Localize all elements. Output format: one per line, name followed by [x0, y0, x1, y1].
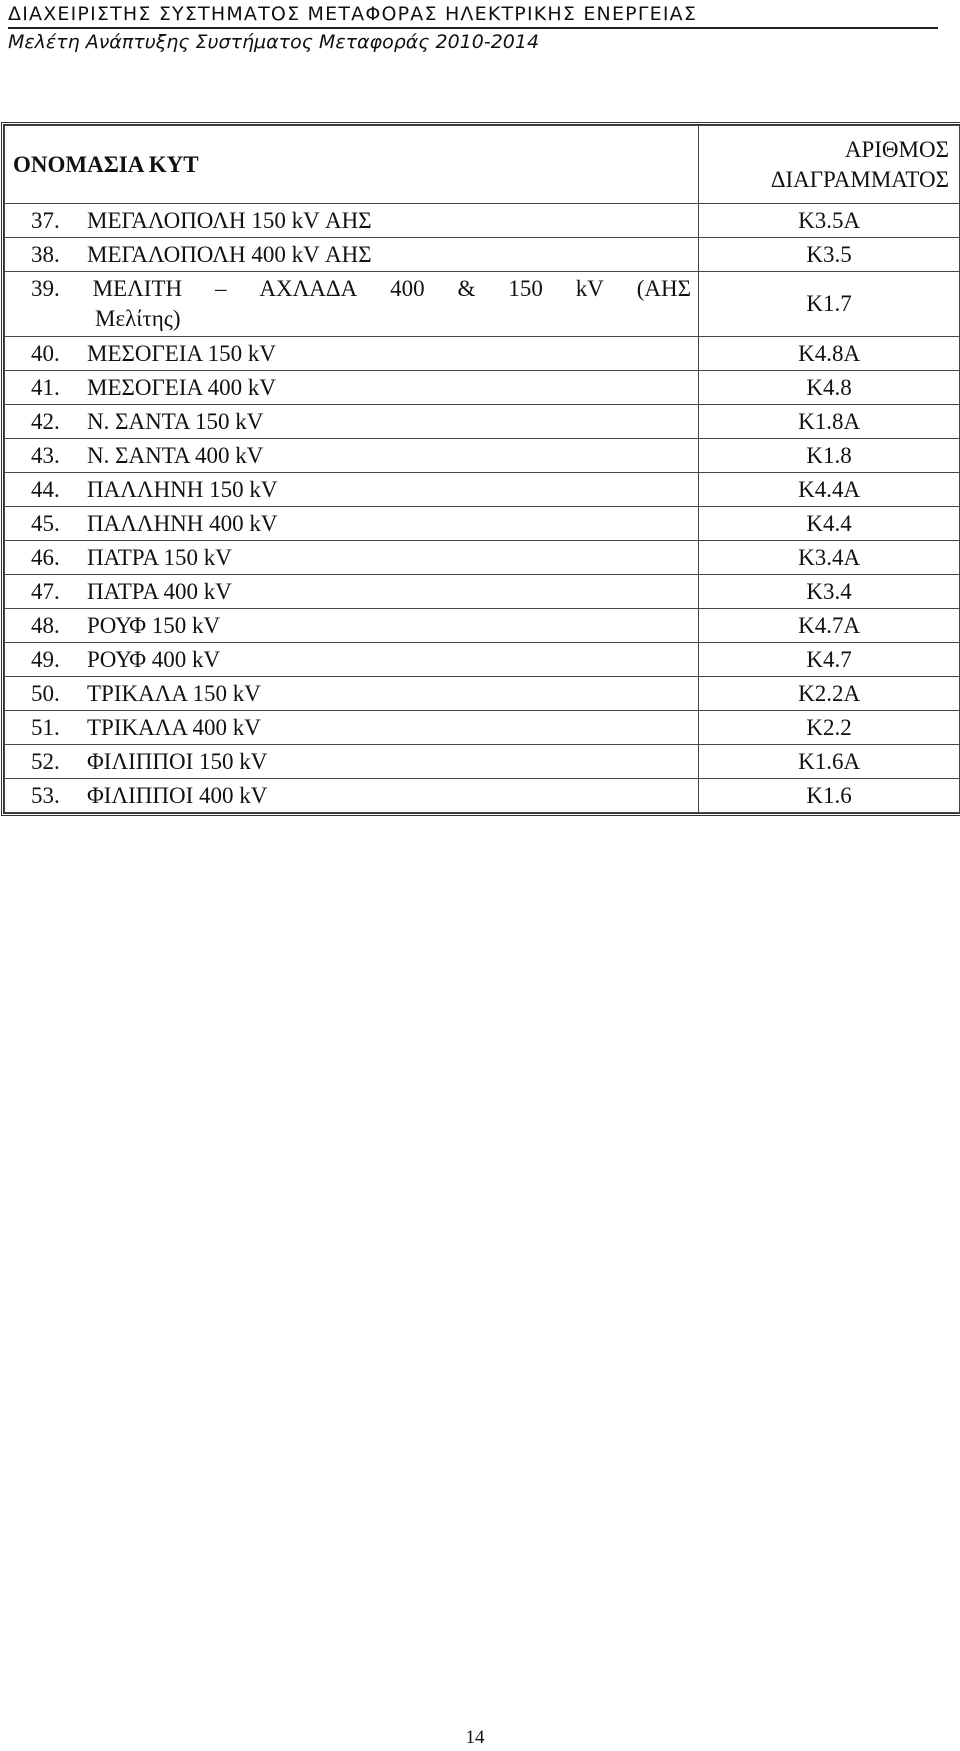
substation-name: ΠΑΛΛΗΝΗ 150 kV [87, 476, 278, 502]
substation-name: ΠΑΤΡΑ 150 kV [87, 544, 232, 570]
page-number: 14 [465, 1727, 485, 1748]
table-row [5, 507, 960, 541]
substation-name: ΜΕΣΟΓΕΙΑ 400 kV [87, 374, 276, 400]
substation-name-word: kV [575, 276, 604, 301]
row-number: 44. [31, 476, 60, 502]
substation-name-word: ΜΕΛΙΤΗ [92, 276, 183, 301]
diagram-code-cell: Κ3.5 [699, 238, 960, 272]
diagram-code-cell: Κ3.4 [699, 575, 960, 609]
substation-name-word: 150 [508, 276, 543, 301]
substation-name-word: (ΑΗΣ [636, 276, 691, 301]
substation-name: ΤΡΙΚΑΛΑ 150 kV [87, 680, 261, 706]
substation-name-word: ΑΧΛΑΔΑ [259, 276, 358, 301]
substation-name-cell [5, 272, 699, 337]
substations-table-frame [1, 122, 960, 816]
table-row [5, 238, 960, 272]
substation-name: ΠΑΛΛΗΝΗ 400 kV [87, 510, 278, 536]
row-number: 38. [31, 241, 60, 267]
row-number: 41. [31, 374, 60, 400]
row-number: 39. [31, 276, 60, 301]
substation-name: ΦΙΛΙΠΠΟΙ 150 kV [87, 748, 268, 774]
table-row [5, 541, 960, 575]
substation-name: ΜΕΣΟΓΕΙΑ 150 kV [87, 340, 276, 366]
diagram-code-cell: Κ3.4Α [699, 541, 960, 575]
substation-name: ΦΙΛΙΠΠΟΙ 400 kV [87, 782, 268, 808]
column-header-code [699, 126, 960, 204]
diagram-code-cell: Κ4.8Α [699, 337, 960, 371]
table-row [5, 405, 960, 439]
row-number: 45. [31, 510, 60, 536]
substation-name-word: & [457, 276, 476, 301]
column-header-code-line2: ΔΙΑΓΡΑΜΜΑΤΟΣ [770, 166, 949, 192]
substation-name-cell [5, 541, 699, 575]
document-subtitle: Μελέτη Ανάπτυξης Συστήματος Μεταφοράς 2010-2014 [8, 31, 540, 53]
substation-name-word: 400 [390, 276, 425, 301]
substation-name: ΡΟΥΦ 150 kV [87, 612, 221, 638]
table-row [5, 337, 960, 371]
table-row [5, 677, 960, 711]
diagram-code-cell: Κ4.7 [699, 643, 960, 677]
row-number: 50. [31, 680, 60, 706]
column-header-name-text: ΟΝΟΜΑΣΙΑ ΚΥΤ [13, 151, 199, 177]
diagram-code-cell: Κ1.8 [699, 439, 960, 473]
table-row [5, 609, 960, 643]
diagram-code-cell: Κ1.6Α [699, 745, 960, 779]
substation-name-cell [5, 405, 699, 439]
row-number: 49. [31, 646, 60, 672]
row-number: 51. [31, 714, 60, 740]
substation-name-cell [5, 238, 699, 272]
substation-name: ΡΟΥΦ 400 kV [87, 646, 221, 672]
row-number: 53. [31, 782, 60, 808]
diagram-code-cell: Κ4.4Α [699, 473, 960, 507]
row-number: 52. [31, 748, 60, 774]
diagram-code-cell: Κ1.6 [699, 779, 960, 813]
organization-title: ΔΙΑΧΕΙΡΙΣΤΗΣ ΣΥΣΤΗΜΑΤΟΣ ΜΕΤΑΦΟΡΑΣ ΗΛΕΚΤΡΙΚΗΣ ΕΝΕΡΓΕΙΑΣ [8, 3, 698, 25]
table-row [5, 473, 960, 507]
row-number: 46. [31, 544, 60, 570]
diagram-code-cell: Κ2.2Α [699, 677, 960, 711]
substation-name-cell [5, 507, 699, 541]
substation-name-cell [5, 439, 699, 473]
substation-name-cell [5, 337, 699, 371]
substation-name-cell [5, 779, 699, 813]
substation-name-word: – [215, 276, 227, 301]
row-number: 37. [31, 207, 60, 233]
substation-name-cell [5, 745, 699, 779]
table-row [5, 711, 960, 745]
table-row [5, 272, 960, 337]
substation-name: Ν. ΣΑΝΤΑ 400 kV [87, 442, 264, 468]
substation-name-cell [5, 711, 699, 745]
substation-name: ΠΑΤΡΑ 400 kV [87, 578, 232, 604]
diagram-code-cell: Κ1.8Α [699, 405, 960, 439]
table-row [5, 779, 960, 813]
column-header-code-line1: ΑΡΙΘΜΟΣ [844, 136, 949, 162]
table-row [5, 745, 960, 779]
table-row [5, 439, 960, 473]
diagram-code-cell: Κ4.8 [699, 371, 960, 405]
row-number: 42. [31, 408, 60, 434]
diagram-code-cell: Κ4.4 [699, 507, 960, 541]
substation-name-cell [5, 575, 699, 609]
substation-name: ΤΡΙΚΑΛΑ 400 kV [87, 714, 261, 740]
diagram-code-cell: Κ1.7 [699, 272, 960, 337]
row-number: 40. [31, 340, 60, 366]
column-header-name [5, 126, 699, 204]
substation-name: ΜΕΓΑΛΟΠΟΛΗ 150 kV ΑΗΣ [87, 207, 372, 233]
substations-table [4, 125, 960, 813]
substation-name-cell [5, 473, 699, 507]
table-header-row [5, 126, 960, 204]
row-number: 43. [31, 442, 60, 468]
substation-name: Ν. ΣΑΝΤΑ 150 kV [87, 408, 264, 434]
substation-name-continued: Μελίτης) [95, 306, 181, 331]
diagram-code-cell: Κ3.5Α [699, 204, 960, 238]
table-row [5, 643, 960, 677]
diagram-code-cell: Κ4.7Α [699, 609, 960, 643]
substation-name-cell [5, 204, 699, 238]
substation-name-cell [5, 609, 699, 643]
substation-name: ΜΕΓΑΛΟΠΟΛΗ 400 kV ΑΗΣ [87, 241, 372, 267]
diagram-code-cell: Κ2.2 [699, 711, 960, 745]
page-header [8, 0, 938, 55]
table-row [5, 575, 960, 609]
row-number: 48. [31, 612, 60, 638]
substation-name-cell [5, 371, 699, 405]
substation-name-cell [5, 643, 699, 677]
row-number: 47. [31, 578, 60, 604]
substation-name-cell [5, 677, 699, 711]
table-row [5, 204, 960, 238]
table-row [5, 371, 960, 405]
